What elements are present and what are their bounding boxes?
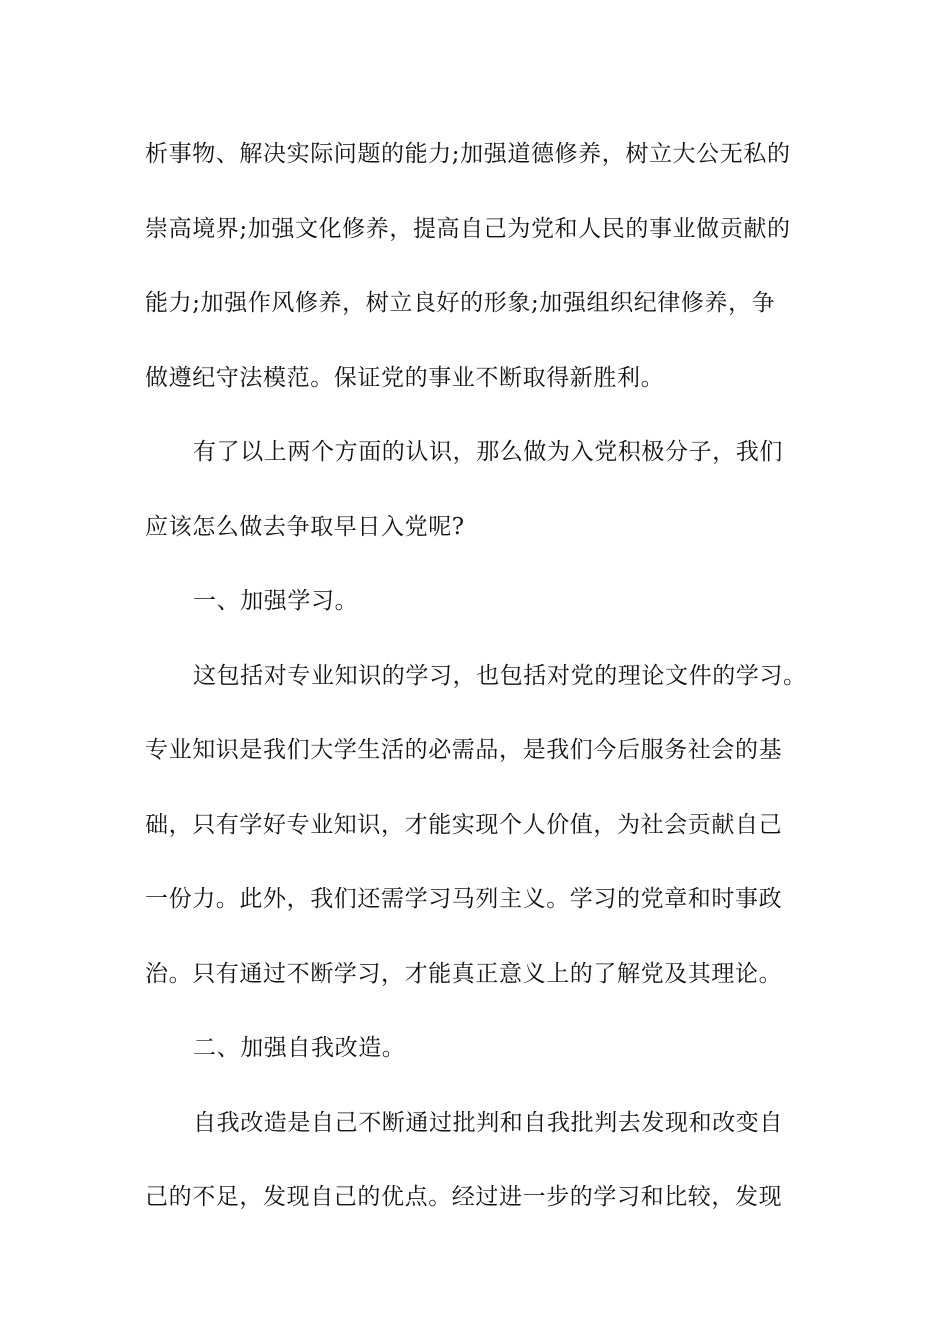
text-line: 做遵纪守法模范。保证党的事业不断取得新胜利。 <box>145 364 665 391</box>
text-line: 一份力。此外，我们还需学习马列主义。学习的党章和时事政 <box>145 886 783 912</box>
paragraph-start-line: 这包括对专业知识的学习，也包括对党的理论文件的学习。 <box>193 662 807 689</box>
text-line: 础，只有学好专业知识，才能实现个人价值，为社会贡献自己 <box>145 811 783 838</box>
text-line: 能力;加强作风修养，树立良好的形象;加强组织纪律修养，争 <box>145 290 776 316</box>
text-line: 应该怎么做去争取早日入党呢? <box>145 513 465 540</box>
body-text <box>145 128 815 1246</box>
paragraph-start-line: 自我改造是自己不断通过批判和自我批判去发现和改变自 <box>193 1109 783 1136</box>
section-heading: 二、加强自我改造。 <box>193 1035 406 1061</box>
text-line: 崇高境界;加强文化修养，提高自己为党和人民的事业做贡献的 <box>145 215 791 242</box>
text-line: 析事物、解决实际问题的能力;加强道德修养，树立大公无私的 <box>145 141 791 167</box>
paragraph-start-line: 有了以上两个方面的认识，那么做为入党积极分子，我们 <box>193 439 783 465</box>
section-heading: 一、加强学习。 <box>193 588 359 614</box>
text-line: 专业知识是我们大学生活的必需品，是我们今后服务社会的基 <box>145 737 783 763</box>
text-line: 己的不足，发现自己的优点。经过进一步的学习和比较，发现 <box>145 1184 783 1210</box>
text-line: 治。只有通过不断学习，才能真正意义上的了解党及其理论。 <box>145 960 783 987</box>
